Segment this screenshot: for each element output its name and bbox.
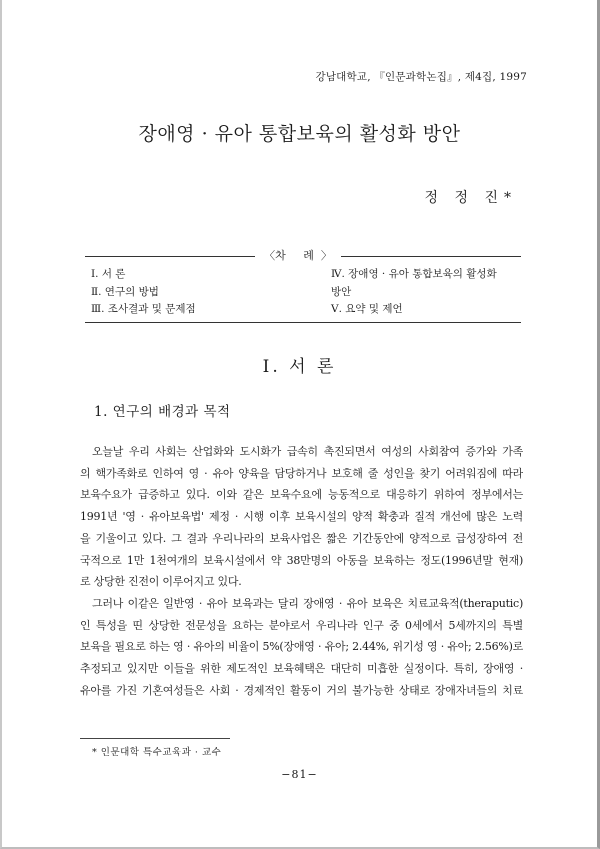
toc-item: Ⅲ. 조사결과 및 문제점 (91, 303, 196, 315)
page-number: −81− (281, 768, 318, 781)
text-line: 그러나 이같은 일반영 · 유아 보육과는 달리 장애영 · 유아 보육은 치료교육적(theraputic) (92, 596, 523, 610)
section-heading: Ⅰ. 서 론 (262, 357, 337, 377)
toc-label (255, 250, 341, 262)
text-line: 로 상당한 진전이 이루어지고 있다. (80, 575, 242, 589)
text-line: 유아를 가진 기혼여성들은 사회 · 경제적인 활동이 거의 불가능한 상태로 장애자녀들의 치료 (80, 683, 523, 697)
text-line: 추정되고 있지만 이들을 위한 제도적인 보육혜택은 대단히 미흡한 실정이다. 특히, 장애영 · (80, 662, 523, 676)
toc-close-bracket: 〉 (320, 249, 332, 262)
toc-rule-right (341, 256, 521, 257)
toc-left-column (91, 266, 196, 319)
footnote-divider (80, 738, 230, 739)
toc-item: Ⅴ. 요약 및 제언 (331, 303, 403, 315)
toc-item: Ⅱ. 연구의 방법 (91, 285, 159, 298)
text-line: 오늘날 우리 사회는 산업화와 도시화가 급속히 촉진되면서 여성의 사회참여 증가와 가족 (92, 445, 523, 458)
toc-right-column (331, 266, 497, 319)
article-title: 장애영 · 유아 통합보육의 활성화 방안 (138, 123, 461, 145)
toc-open-bracket: 〈 (264, 249, 276, 262)
body-text (80, 441, 523, 701)
toc-item: Ⅰ. 서 론 (91, 268, 126, 280)
subsection-heading: 1. 연구의 배경과 목적 (94, 404, 231, 420)
text-line: 1991년 '영 · 유아보육법' 제정 · 시행 이후 보육시설의 양적 확충과 질적 개선에 많은 노력 (80, 510, 523, 524)
table-of-contents (85, 250, 521, 323)
text-line: 의 핵가족화로 인하여 영 · 유아 양육을 담당하거나 보호해 줄 성인을 찾기 어려워짐에 따라 (80, 466, 523, 480)
toc-rule-left (85, 256, 255, 257)
text-line: 보육을 필요로 하는 영 · 유아의 비율이 5%(장애영 · 유아; 2.44%, 위기성 영 · 유아; 2.56%)로 (80, 640, 523, 654)
journal-citation: 강남대학교, 『인문과학논집』, 제4집, 1997 (315, 71, 527, 83)
footnote: * 인문대학 특수교육과 · 교수 (92, 747, 222, 758)
text-line: 인 특성을 띤 상당한 전문성을 요하는 분야로서 우리나라 인구 중 0세에서 5세까지의 특별 (80, 618, 523, 632)
author-name: 정 정 진* (424, 190, 517, 206)
toc-item: Ⅳ. 장애영 · 유아 통합보육의 활성화 (331, 268, 497, 280)
text-line: 보육수요가 급증하고 있다. 이와 같은 보육수요에 능동적으로 대응하기 위하여 정부에서는 (80, 488, 523, 502)
text-line: 국적으로 1만 1천여개의 보육시설에서 약 38만명의 아동을 보육하는 정도(1996년말 현재) (80, 553, 523, 567)
toc-label-text: 차 례 (275, 249, 321, 262)
text-line: 을 기울이고 있다. 그 결과 우리나라의 보육사업은 짧은 기간동안에 양적으로 급성장하여 전 (80, 531, 523, 545)
toc-item: 방안 (331, 285, 352, 298)
